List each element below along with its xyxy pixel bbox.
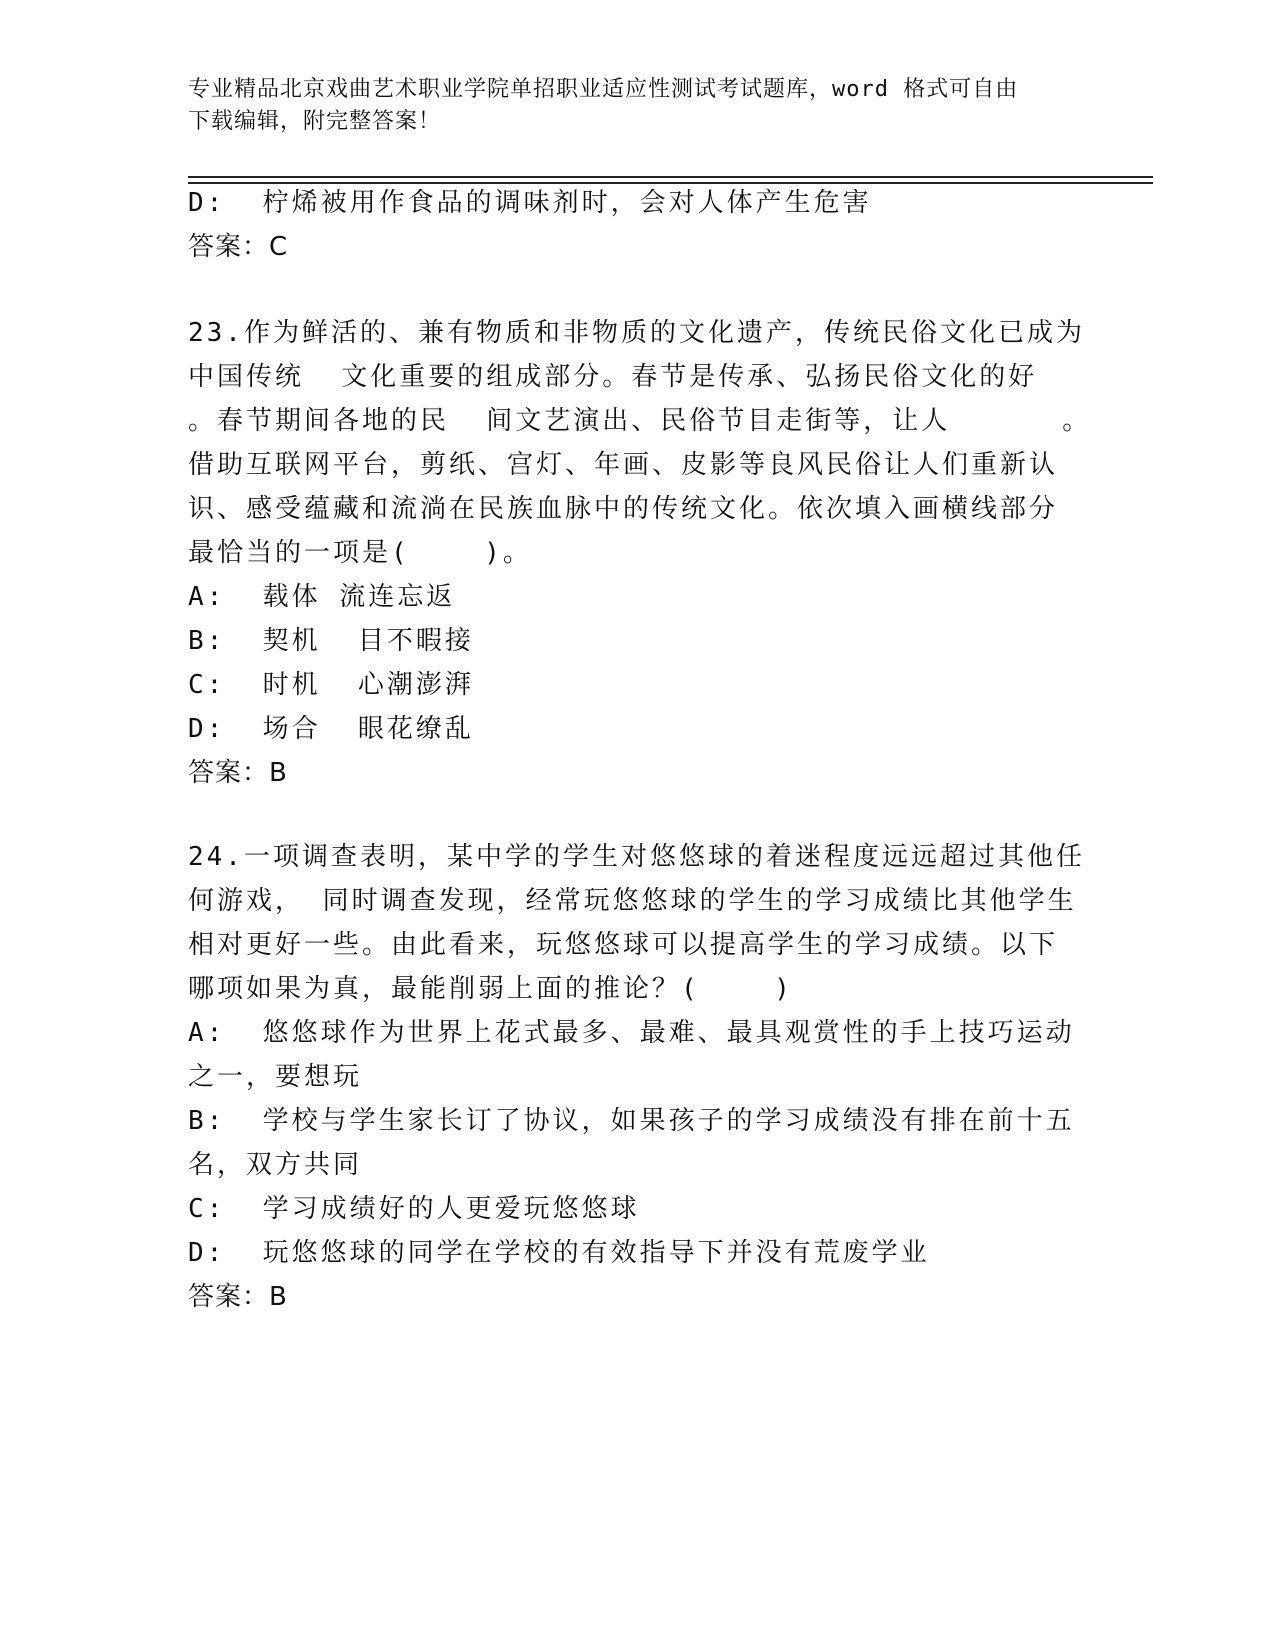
q23-option-a: A: 载体 流连忘返 xyxy=(188,582,456,612)
q24-stem-line-1: 24.一项调查表明，某中学的学生对悠悠球的着迷程度远远超过其他任 xyxy=(188,842,1085,872)
q23-option-c: C: 时机 心潮澎湃 xyxy=(188,670,474,700)
header-line-2: 下载编辑，附完整答案！ xyxy=(188,109,442,134)
header-divider-bottom xyxy=(188,182,1153,184)
q23-stem-line-2: 中国传统 文化重要的组成部分。春节是传承、弘扬民俗文化的好 xyxy=(188,362,1038,392)
q22-answer: 答案：C xyxy=(188,232,289,262)
q24-answer: 答案：B xyxy=(188,1282,288,1312)
q23-answer: 答案：B xyxy=(188,758,288,788)
q23-option-d: D: 场合 眼花缭乱 xyxy=(188,714,474,744)
q23-stem-line-3: 。春节期间各地的民 间文艺演出、民俗节目走街等，让人 。 xyxy=(188,406,1092,436)
q22-option-d: D: 柠烯被用作食品的调味剂时，会对人体产生危害 xyxy=(188,188,872,218)
header-divider-top xyxy=(188,176,1153,178)
q24-option-c: C: 学习成绩好的人更爱玩悠悠球 xyxy=(188,1194,640,1224)
q24-stem-line-3: 相对更好一些。由此看来，玩悠悠球可以提高学生的学习成绩。以下 xyxy=(188,930,1059,960)
q24-option-a: A: 悠悠球作为世界上花式最多、最难、最具观赏性的手上技巧运动 xyxy=(188,1018,1075,1048)
q23-stem-line-1: 23.作为鲜活的、兼有物质和非物质的文化遗产，传统民俗文化已成为 xyxy=(188,318,1085,348)
q24-option-b: B: 学校与学生家长订了协议，如果孩子的学习成绩没有排在前十五 xyxy=(188,1106,1075,1136)
q23-stem-line-5: 识、感受蕴藏和流淌在民族血脉中的传统文化。依次填入画横线部分 xyxy=(188,494,1059,524)
q24-stem-line-4: 哪项如果为真，最能削弱上面的推论？( ) xyxy=(188,974,793,1004)
q23-stem-line-4: 借助互联网平台，剪纸、宫灯、年画、皮影等良风民俗让人们重新认 xyxy=(188,450,1059,480)
q24-stem-line-2: 何游戏， 同时调查发现，经常玩悠悠球的学生的学习成绩比其他学生 xyxy=(188,886,1077,916)
q24-option-b-cont: 名，双方共同 xyxy=(188,1150,363,1180)
document-header xyxy=(188,74,1068,138)
q24-option-d: D: 玩悠悠球的同学在学校的有效指导下并没有荒废学业 xyxy=(188,1238,930,1268)
q24-option-a-cont: 之一，要想玩 xyxy=(188,1062,363,1092)
header-line-1: 专业精品北京戏曲艺术职业学院单招职业适应性测试考试题库，word 格式可自由 xyxy=(188,77,1019,102)
q23-option-b: B: 契机 目不暇接 xyxy=(188,626,474,656)
q23-stem-line-6: 最恰当的一项是( )。 xyxy=(188,538,532,568)
